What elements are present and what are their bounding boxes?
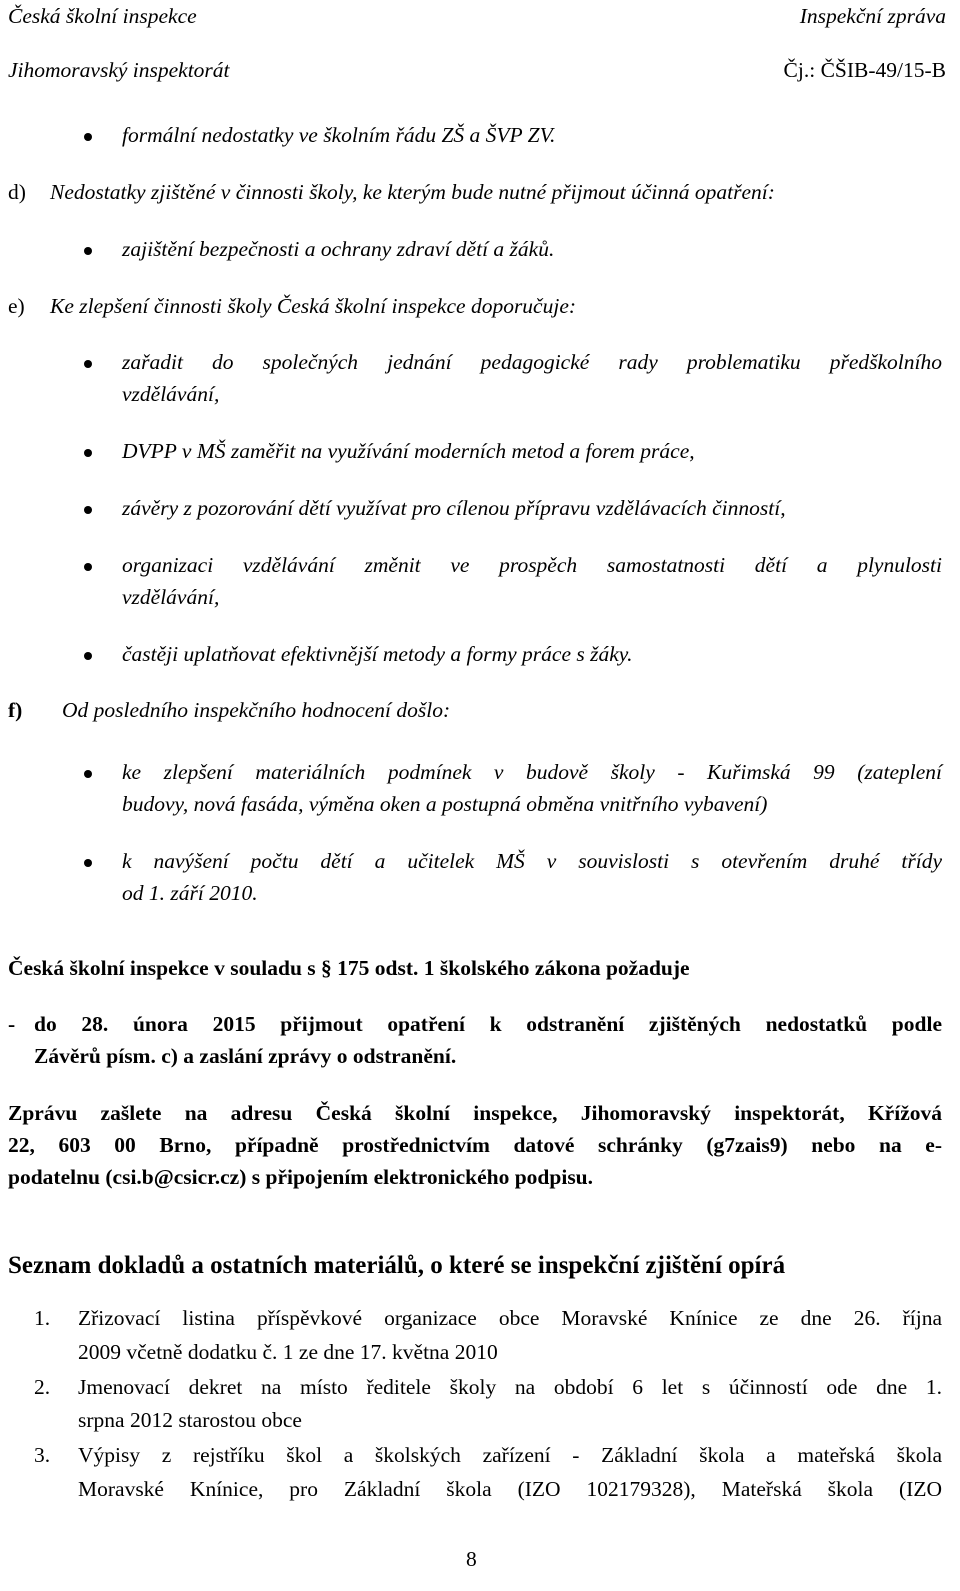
address-line: 22, 603 00 Brno, případně prostřednictvím datové schránky (g7zais9) nebo na e- xyxy=(8,1133,942,1157)
section-title-e: Ke zlepšení činnosti školy Česká školní inspekce doporučuje: xyxy=(50,294,577,318)
materials-item-continuation: 2009 včetně dodatku č. 1 ze dne 17. května 2010 xyxy=(78,1340,498,1364)
materials-item: Jmenovací dekret na místo ředitele školy na období 6 let s účinností ode dne 1. xyxy=(78,1375,942,1399)
list-item-continuation: budovy, nová fasáda, výměna oken a postupná obměna vnitřního vybavení) xyxy=(122,792,768,816)
bullet-icon xyxy=(84,360,92,368)
list-item-continuation: vzdělávání, xyxy=(122,585,220,609)
bullet-icon xyxy=(84,859,92,867)
bullet-icon xyxy=(84,770,92,778)
list-item: formální nedostatky ve školním řádu ZŠ a ŠVP ZV. xyxy=(122,123,556,147)
bullet-icon xyxy=(84,449,92,457)
section-marker-d: d) xyxy=(8,180,26,204)
requirement-dash: - xyxy=(8,1012,16,1036)
list-item: častěji uplatňovat efektivnější metody a formy práce s žáky. xyxy=(122,642,633,666)
list-item-continuation: vzdělávání, xyxy=(122,382,220,406)
list-item: organizaci vzdělávání změnit ve prospěch samostatnosti dětí a plynulosti xyxy=(122,553,942,577)
materials-item-continuation: srpna 2012 starostou obce xyxy=(78,1408,302,1432)
section-marker-f: f) xyxy=(8,698,23,722)
header-reference-number: Čj.: ČŠIB-49/15-B xyxy=(783,58,946,82)
materials-item: Zřizovací listina příspěvkové organizace obce Moravské Knínice ze dne 26. října xyxy=(78,1306,942,1330)
list-number: 3. xyxy=(34,1443,51,1467)
requirement-text-continuation: Závěrů písm. c) a zaslání zprávy o odstranění. xyxy=(34,1044,457,1068)
header-organization: Česká školní inspekce xyxy=(8,4,197,28)
list-item: DVPP v MŠ zaměřit na využívání moderních metod a forem práce, xyxy=(122,439,695,463)
materials-item: Výpisy z rejstříku škol a školských zařízení - Základní škola a mateřská škola xyxy=(78,1443,942,1467)
section-marker-e: e) xyxy=(8,294,25,318)
section-title-f: Od posledního inspekčního hodnocení došlo: xyxy=(62,698,451,722)
list-number: 1. xyxy=(34,1306,51,1330)
bullet-icon xyxy=(84,506,92,514)
list-item: k navýšení počtu dětí a učitelek MŠ v souvislosti s otevřením druhé třídy xyxy=(122,849,942,873)
list-number: 2. xyxy=(34,1375,51,1399)
list-item: závěry z pozorování dětí využívat pro cílenou přípravu vzdělávacích činností, xyxy=(122,496,786,520)
list-item: zařadit do společných jednání pedagogické rady problematiku předškolního xyxy=(122,350,942,374)
requirement-intro: Česká školní inspekce v souladu s § 175 odst. 1 školského zákona požaduje xyxy=(8,956,690,980)
bullet-icon xyxy=(84,652,92,660)
header-document-type: Inspekční zpráva xyxy=(799,4,946,28)
bullet-icon xyxy=(84,563,92,571)
address-line: Zprávu zašlete na adresu Česká školní inspekce, Jihomoravský inspektorát, Křížová xyxy=(8,1101,942,1125)
materials-heading: Seznam dokladů a ostatních materiálů, o které se inspekční zjištění opírá xyxy=(8,1252,786,1279)
bullet-icon xyxy=(84,247,92,255)
bullet-icon xyxy=(84,133,92,141)
header-inspectorate: Jihomoravský inspektorát xyxy=(8,58,230,82)
address-line: podatelnu (csi.b@csicr.cz) s připojením elektronického podpisu. xyxy=(8,1165,594,1189)
list-item-continuation: od 1. září 2010. xyxy=(122,881,258,905)
materials-item-continuation: Moravské Knínice, pro Základní škola (IZO 102179328), Mateřská škola (IZO xyxy=(78,1477,942,1501)
page-number: 8 xyxy=(466,1547,477,1571)
list-item: zajištění bezpečnosti a ochrany zdraví dětí a žáků. xyxy=(122,237,555,261)
requirement-text: do 28. února 2015 přijmout opatření k odstranění zjištěných nedostatků podle xyxy=(34,1012,942,1036)
section-title-d: Nedostatky zjištěné v činnosti školy, ke kterým bude nutné přijmout účinná opatření: xyxy=(50,180,775,204)
list-item: ke zlepšení materiálních podmínek v budově školy - Kuřimská 99 (zateplení xyxy=(122,760,942,784)
